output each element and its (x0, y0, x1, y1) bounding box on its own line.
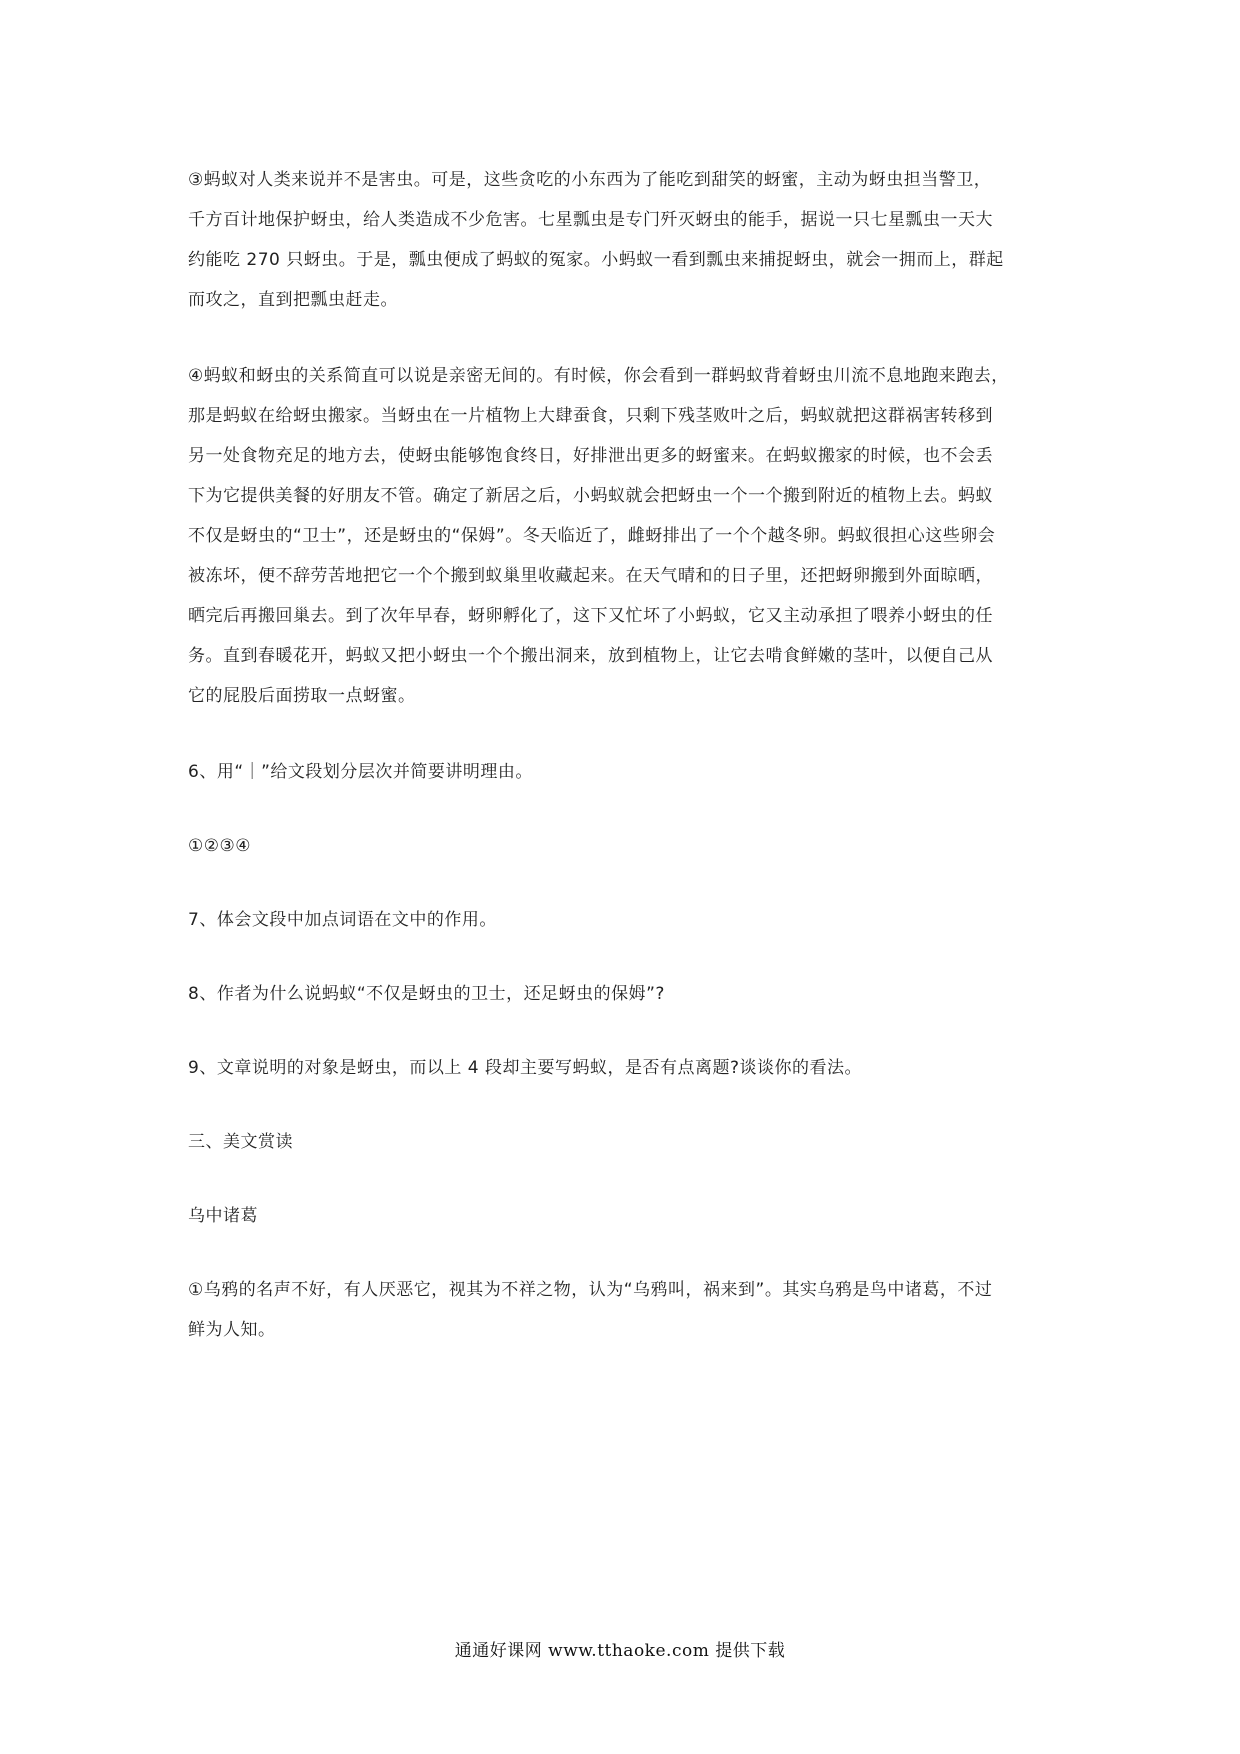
essay-paragraph-1 (188, 1270, 1058, 1350)
text-line: 7、体会文段中加点词语在文中的作用。 (188, 910, 497, 930)
text-line: 不仅是蚜虫的“卫士”，还是蚜虫的“保姆”。冬天临近了，雌蚜排出了一个个越冬卵。蚂蚁很担心这些卵会 (188, 526, 996, 546)
text-line: ③蚂蚁对人类来说并不是害虫。可是，这些贪吃的小东西为了能吃到甜笑的蚜蜜，主动为蚜虫担当警卫， (188, 170, 992, 190)
text-line: ①乌鸦的名声不好，有人厌恶它，视其为不祥之物，认为“乌鸦叫，祸来到”。其实乌鸦是鸟中诸葛，不过 (188, 1280, 993, 1300)
essay-title (188, 1196, 1058, 1236)
text-line: 务。直到春暖花开，蚂蚁又把小蚜虫一个个搬出洞来，放到植物上，让它去啃食鲜嫩的茎叶，以便自己从 (188, 646, 993, 666)
text-line: 约能吃 270 只蚜虫。于是，瓢虫便成了蚂蚁的冤家。小蚂蚁一看到瓢虫来捕捉蚜虫，就会一拥而上，群起 (188, 250, 1004, 270)
document-body (188, 160, 1058, 1386)
text-line: 9、文章说明的对象是蚜虫，而以上 4 段却主要写蚂蚁，是否有点离题?谈谈你的看法。 (188, 1058, 862, 1078)
paragraph-numbers (188, 826, 1058, 866)
text-line: 另一处食物充足的地方去，使蚜虫能够饱食终日，好排泄出更多的蚜蜜来。在蚂蚁搬家的时候，也不会丢 (188, 446, 993, 466)
text-line: 被冻坏，便不辞劳苦地把它一个个搬到蚁巢里收藏起来。在天气晴和的日子里，还把蚜卵搬到外面晾晒， (188, 566, 993, 586)
text-line: 它的屁股后面捞取一点蚜蜜。 (188, 686, 416, 706)
question-7 (188, 900, 1058, 940)
text-line: 那是蚂蚁在给蚜虫搬家。当蚜虫在一片植物上大肆蚕食，只剩下残茎败叶之后，蚂蚁就把这群祸害转移到 (188, 406, 993, 426)
paragraph-3 (188, 160, 1058, 320)
text-line: 鲜为人知。 (188, 1320, 276, 1340)
text-line: ④蚂蚁和蚜虫的关系简直可以说是亲密无间的。有时候，你会看到一群蚂蚁背着蚜虫川流不息地跑来跑去， (188, 366, 1009, 386)
paragraph-4 (188, 356, 1058, 716)
text-line: 三、美文赏读 (188, 1132, 293, 1152)
text-line: 而攻之，直到把瓢虫赶走。 (188, 290, 398, 310)
text-line: 下为它提供美餐的好朋友不管。确定了新居之后，小蚂蚁就会把蚜虫一个一个搬到附近的植物上去。蚂蚁 (188, 486, 993, 506)
text-line: 千方百计地保护蚜虫，给人类造成不少危害。七星瓢虫是专门歼灭蚜虫的能手，据说一只七星瓢虫一天大 (188, 210, 993, 230)
text-line: 6、用“｜”给文段划分层次并简要讲明理由。 (188, 762, 533, 782)
page-footer: 通通好课网 www.tthaoke.com 提供下载 (454, 1641, 786, 1661)
question-9 (188, 1048, 1058, 1088)
text-line: 乌中诸葛 (188, 1206, 258, 1226)
question-8 (188, 974, 1058, 1014)
question-6 (188, 752, 1058, 792)
text-line: 8、作者为什么说蚂蚁“不仅是蚜虫的卫士，还足蚜虫的保姆”? (188, 984, 665, 1004)
section-heading (188, 1122, 1058, 1162)
text-line: 晒完后再搬回巢去。到了次年早春，蚜卵孵化了，这下又忙坏了小蚂蚁，它又主动承担了喂养小蚜虫的任 (188, 606, 993, 626)
text-line: ①②③④ (188, 836, 251, 856)
